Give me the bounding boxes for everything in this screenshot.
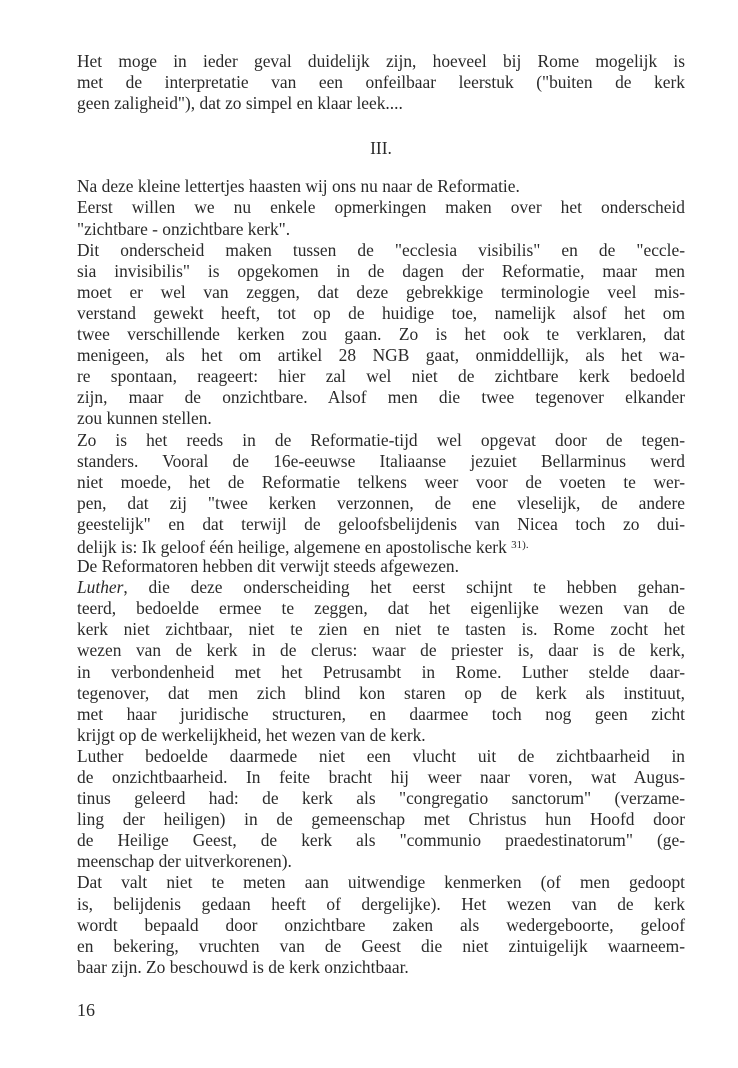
text-line — [77, 872, 685, 893]
text-line — [77, 957, 685, 978]
line-text: Na deze kleine lettertjes haasten wij ons nu naar de Reformatie. — [77, 176, 520, 197]
page-content — [77, 51, 685, 978]
text-line — [77, 282, 685, 303]
line-text: standers. Vooral de 16e-eeuwse Italiaanse jezuiet Bellarminus werd — [77, 450, 685, 471]
text-line — [77, 197, 685, 218]
line-text: en bekering, vruchten van de Geest die niet zintuigelijk waarneem- — [77, 935, 685, 956]
text-line — [77, 915, 685, 936]
body-text — [77, 176, 685, 978]
text-line — [77, 535, 685, 556]
text-line — [77, 936, 685, 957]
text-line — [77, 219, 685, 240]
line-text: verstand gewekt heeft, tot op de huidige toe, namelijk alsof het om — [77, 302, 685, 323]
text-line — [77, 451, 685, 472]
text-line — [77, 472, 685, 493]
text-line — [77, 176, 685, 197]
line-text: moet er wel van zeggen, dat deze gebrekkige terminologie veel mis- — [77, 281, 685, 302]
line-text: tinus geleerd had: de kerk als "congregatio sanctorum" (verzame- — [77, 788, 685, 809]
text-line — [77, 261, 685, 282]
line-text: Luther bedoelde daarmede niet een vlucht uit de zichtbaarheid in — [77, 745, 685, 766]
line-text: wordt bepaald door onzichtbare zaken als wedergeboorte, geloof — [77, 914, 685, 935]
text-line — [77, 788, 685, 809]
line-text: menigeen, als het om artikel 28 NGB gaat, onmiddellijk, als het wa- — [77, 345, 685, 366]
line-text: De Reformatoren hebben dit verwijt steeds afgewezen. — [77, 556, 459, 577]
text-line — [77, 345, 685, 366]
line-text: is, belijdenis gedaan heeft of dergelijke). Het wezen van de kerk — [77, 893, 685, 914]
line-text: teerd, bedoelde ermee te zeggen, dat het eigenlijke wezen van de — [77, 598, 685, 619]
line-text: pen, dat zij "twee kerken verzonnen, de ene vleselijk, de andere — [77, 492, 685, 513]
text-line — [77, 640, 685, 661]
line-text: tegenover, dat men zich blind kon staren op de kerk als instituut, — [77, 682, 685, 703]
text-line — [77, 662, 685, 683]
text-line — [77, 387, 685, 408]
line-text: twee verschillende kerken zou gaan. Zo is het ook te verklaren, dat — [77, 324, 685, 345]
text-line — [77, 303, 685, 324]
text-line — [77, 366, 685, 387]
text-line: met de interpretatie van een onfeilbaar leerstuk ("buiten de kerk — [77, 72, 685, 93]
line-text: zijn, maar de onzichtbare. Alsof men die twee tegenover elkander — [77, 387, 685, 408]
line-text: meenschap der uitverkorenen). — [77, 851, 292, 872]
line-text: geestelijk" en dat terwijl de geloofsbelijdenis van Nicea toch zo dui- — [77, 513, 685, 534]
text-line — [77, 556, 685, 577]
line-text: Zo is het reeds in de Reformatie-tijd wel opgevat door de tegen- — [77, 429, 685, 450]
line-text: zou kunnen stellen. — [77, 408, 212, 429]
text-line — [77, 894, 685, 915]
text-line: Het moge in ieder geval duidelijk zijn, hoeveel bij Rome mogelijk is — [77, 51, 685, 71]
text-line: geen zaligheid"), dat zo simpel en klaar leek.... — [77, 93, 403, 114]
intro-paragraph — [77, 51, 685, 114]
line-text: ling der heiligen) in de gemeenschap met Christus hun Hoofd door — [77, 809, 685, 830]
line-text: in verbondenheid met het Petrusambt in Rome. Luther stelde daar- — [77, 661, 685, 682]
text-line — [77, 408, 685, 429]
line-text: baar zijn. Zo beschouwd is de kerk onzichtbaar. — [77, 956, 409, 977]
text-line — [77, 240, 685, 261]
line-text: niet moede, het de Reformatie telkens weer voor de voeten te wer- — [77, 471, 685, 492]
text-line — [77, 809, 685, 830]
line-rest: , die deze onderscheiding het eerst schijnt te hebben gehan- — [123, 577, 685, 598]
line-text: delijk is: Ik geloof één heilige, algemene en apostolische kerk — [77, 536, 507, 557]
footnote-reference: 31). — [511, 538, 529, 551]
text-line — [77, 577, 685, 598]
line-text: de Heilige Geest, de kerk als "communio praedestinatorum" (ge- — [77, 830, 685, 851]
line-text: wezen van de kerk in de clerus: waar de priester is, daar is de kerk, — [77, 640, 685, 661]
line-text: kerk niet zichtbaar, niet te zien en niet te tasten is. Rome zocht het — [77, 619, 685, 640]
section-heading: III. — [370, 138, 392, 159]
text-line — [77, 746, 685, 767]
line-text: krijgt op de werkelijkheid, het wezen van de kerk. — [77, 724, 426, 745]
line-text: Eerst willen we nu enkele opmerkingen maken over het onderscheid — [77, 197, 685, 218]
text-line — [77, 619, 685, 640]
line-text: sia invisibilis" is opgekomen in de dagen der Reformatie, maar men — [77, 260, 685, 281]
line-text: de onzichtbaarheid. In feite bracht hij weer naar voren, wat Augus- — [77, 767, 685, 787]
text-line — [77, 704, 685, 725]
italic-name: Luther — [77, 577, 124, 598]
line-text: Dit onderscheid maken tussen de "ecclesia visibilis" en de "eccle- — [77, 239, 685, 260]
text-line — [77, 598, 685, 619]
text-line — [77, 830, 685, 851]
page-number: 16 — [77, 1000, 95, 1020]
line-text: re spontaan, reageert: hier zal wel niet de zichtbare kerk bedoeld — [77, 366, 685, 387]
line-text: Dat valt niet te meten aan uitwendige kenmerken (of men gedoopt — [77, 872, 685, 893]
line-text: met haar juridische structuren, en daarmee toch nog geen zicht — [77, 703, 685, 724]
line-text: "zichtbare - onzichtbare kerk". — [77, 218, 291, 239]
text-line — [77, 324, 685, 345]
text-line — [77, 683, 685, 704]
text-line — [77, 767, 685, 788]
text-line — [77, 851, 685, 872]
text-line — [77, 493, 685, 514]
text-line — [77, 514, 685, 535]
text-line — [77, 430, 685, 451]
text-line — [77, 725, 685, 746]
